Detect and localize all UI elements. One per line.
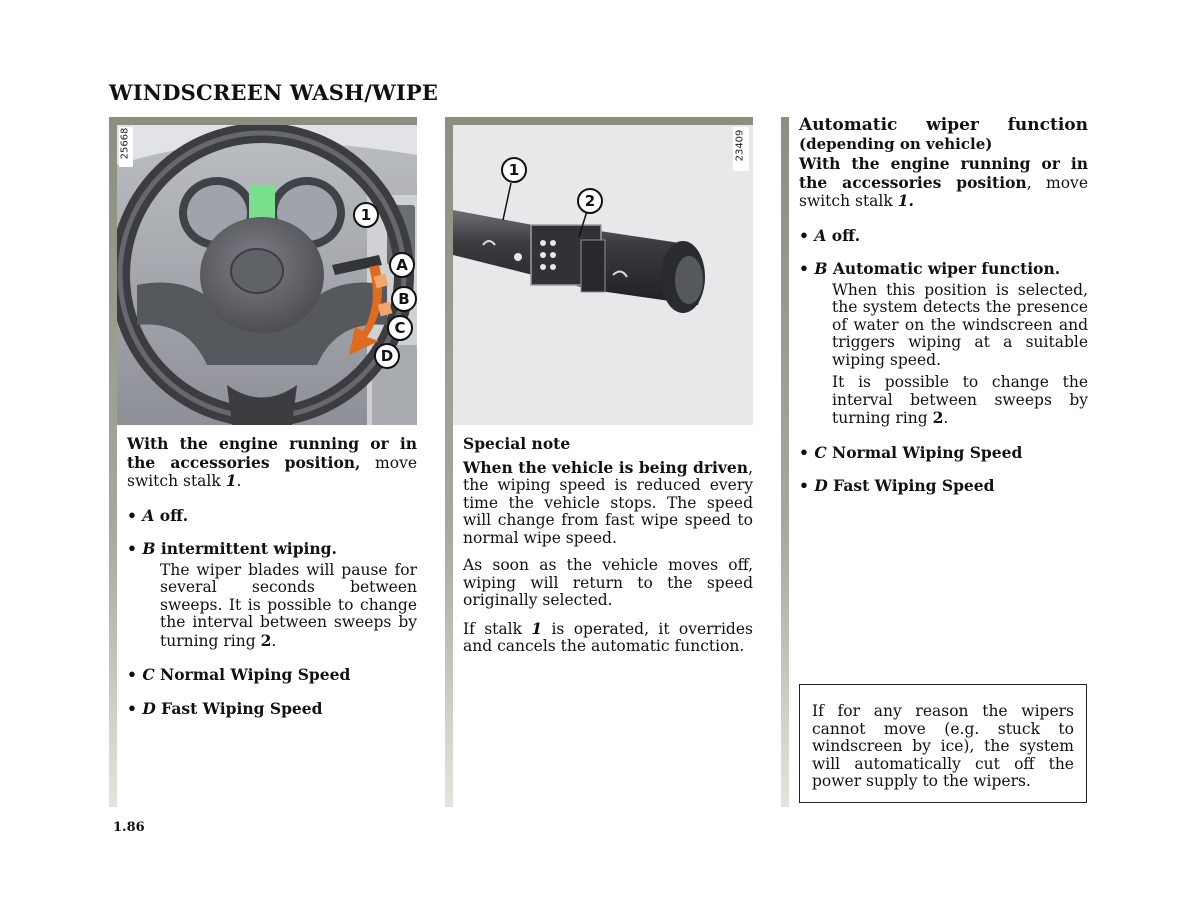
- bullet-letter: A: [814, 225, 827, 245]
- special-note-heading: Special note: [463, 434, 571, 453]
- bullet-label: intermittent wiping.: [155, 539, 337, 558]
- column-1-text: [127, 435, 417, 733]
- bullet-label: off.: [826, 225, 861, 245]
- page-number: 1.86: [113, 820, 145, 835]
- wiper-stalk-illustration: [453, 125, 753, 425]
- warning-note-box: [799, 684, 1087, 803]
- column-3-text: [799, 116, 1088, 511]
- intro-bold: With the engine running or in the accessories position,: [127, 434, 417, 472]
- description-text: The wiper blades will pause for several seconds between sweeps. It is possible to change the interval between sweeps by turning ring: [160, 560, 417, 650]
- figure-2-code: 23409: [734, 129, 746, 162]
- bullet-b-description: [799, 282, 1088, 428]
- special-note-paragraph-3: If stalk 1 is operated, it overrides and cancels the automatic function.: [463, 618, 753, 655]
- bullet-b-description: [127, 562, 417, 651]
- bullet-a: • A off.: [127, 505, 189, 525]
- page-title: WINDSCREEN WASH/WIPE: [109, 80, 439, 105]
- intro-text: move switch stalk: [127, 453, 417, 490]
- bullet-label: off.: [154, 505, 189, 525]
- column-3-intro: With the engine running or in the accessories position, move switch stalk 1.: [799, 154, 1088, 210]
- callout-1: 1: [353, 202, 379, 228]
- column-3-side-rule: [781, 117, 789, 807]
- column-1-side-rule: [109, 117, 117, 807]
- bullet-c: • C Normal Wiping Speed: [799, 442, 1023, 462]
- description-paragraph-1: When this position is selected, the system detects the presence of water on the windscreen and triggers wiping at a suitable wiping speed.: [832, 280, 1088, 369]
- automatic-wiper-heading: Automatic wiper function: [799, 115, 1088, 135]
- bullet-label: Fast Wiping Speed: [155, 698, 323, 718]
- bullet-d: • D Fast Wiping Speed: [127, 698, 323, 718]
- column-2-top-rule: [445, 117, 753, 125]
- description-end: .: [271, 631, 277, 650]
- callout-a: A: [389, 252, 415, 278]
- bullet-label: Normal Wiping Speed: [154, 665, 351, 684]
- column-2-side-rule: [445, 117, 453, 807]
- bullet-d: • D Fast Wiping Speed: [799, 476, 995, 495]
- wiper-stalk-figure: [453, 125, 753, 425]
- steering-wheel-figure: [117, 125, 417, 425]
- callout-c: C: [387, 315, 413, 341]
- bullet-b: • B intermittent wiping.: [127, 539, 337, 558]
- column-1-top-rule: [109, 117, 417, 125]
- ring-number: 2: [260, 630, 272, 650]
- special-note-paragraph-2: As soon as the vehicle moves off, wiping will return to the speed originally selected.: [463, 556, 753, 609]
- bullet-letter: D: [814, 476, 828, 495]
- bullet-a: • A off.: [799, 225, 861, 245]
- bullet-letter: B: [814, 259, 828, 278]
- bullet-letter: A: [142, 505, 155, 525]
- description-paragraph-2: It is possible to change the interval between sweeps by turning ring 2.: [832, 373, 1088, 427]
- bullet-letter: C: [814, 442, 827, 462]
- stalk-number: 1: [225, 471, 237, 490]
- automatic-wiper-subheading: (depending on vehicle): [799, 135, 993, 153]
- callout-b: B: [391, 286, 417, 312]
- bullet-label: Normal Wiping Speed: [826, 442, 1023, 462]
- bullet-label: Fast Wiping Speed: [827, 476, 995, 495]
- bullet-b: • B Automatic wiper function.: [799, 259, 1061, 278]
- intro-end: .: [236, 472, 242, 490]
- column-1-intro: [127, 435, 417, 491]
- callout-1: 1: [501, 157, 527, 183]
- special-note-paragraph-1: When the vehicle is being driven, the wiping speed is reduced every time the vehicle stops. The speed will change from fast wipe speed to normal wipe speed.: [463, 457, 753, 547]
- callout-d: D: [374, 343, 400, 369]
- figure-1-code: 25668: [119, 127, 131, 160]
- bullet-letter: C: [142, 665, 155, 684]
- bullet-label: Automatic wiper function.: [827, 259, 1061, 278]
- callout-2: 2: [577, 188, 603, 214]
- bullet-letter: D: [142, 698, 156, 718]
- bullet-letter: B: [142, 539, 156, 558]
- bullet-c: • C Normal Wiping Speed: [127, 665, 351, 684]
- steering-wheel-illustration: [117, 125, 417, 425]
- column-2-text: [463, 435, 753, 666]
- warning-note-text: If for any reason the wipers cannot move (e.g. stuck to windscreen by ice), the system will automatically cut off the power supply to the wipers.: [812, 702, 1074, 790]
